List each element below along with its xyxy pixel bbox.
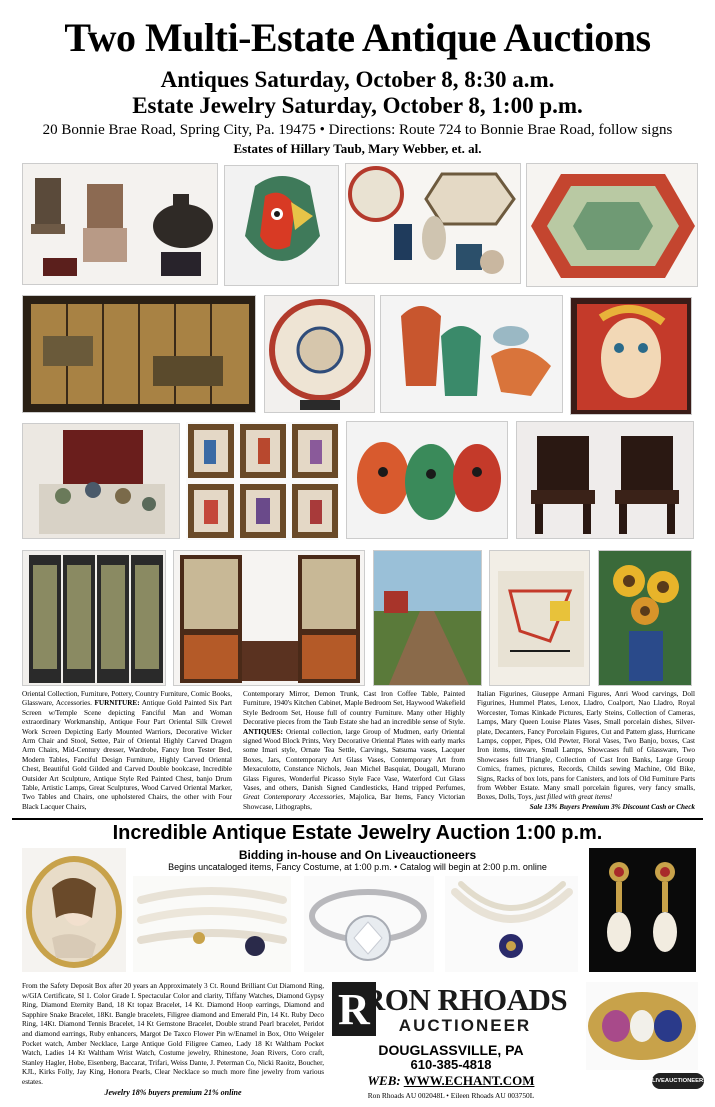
photo-basquiat-style-art xyxy=(489,550,590,686)
col2-b: Oriental collection, large Group of Mudmen, early Oriental signed Wood Block Prints, Very Decorative Oriental Plates with early marks some Imari style, Ornate Tea Settle, Carvings, Satsuma vases, Lacquer Boxes, Jars, Contemporary Art Glass Vases, Contemporary Art from Mexaculotte, Constance Nichols, Jean Michel Basquiat, Dougall, Murano Glass Figures, Wonderful Picasso Style Face Vase, Waterford Cut Glass Vases, and others, Danish Signed Candlesticks, Hand tripped Perfumes, xyxy=(243,727,465,793)
web-link[interactable]: WWW.ECHANT.COM xyxy=(403,1073,535,1088)
photo-face-painting xyxy=(570,297,692,415)
estates-line: Estates of Hillary Taub, Mary Webber, et. al. xyxy=(233,141,482,156)
photo-gemstone-rings xyxy=(586,982,698,1070)
photo-pearl-earrings xyxy=(589,848,696,972)
page-title: Two Multi-Estate Antique Auctions xyxy=(64,15,651,60)
auctioneer-subtitle: AUCTIONEER xyxy=(398,1016,532,1035)
svg-text:R: R xyxy=(338,985,370,1034)
section-divider xyxy=(12,818,703,820)
photo-picasso-face-vase xyxy=(224,165,339,286)
col2-c: Majolica, Bar Items, Fancy Victorian Showcase, Lithographs, xyxy=(243,793,465,811)
photo-railroad-painting xyxy=(373,550,482,686)
photo-diamond-ring xyxy=(304,876,434,972)
auctioneer-licenses: Ron Rhoads AU 002048L • Eileen Rhoads AU 003750L xyxy=(367,1091,535,1100)
photo-art-glass xyxy=(380,295,563,413)
photo-sunflower-painting xyxy=(598,550,692,686)
liveauctioneers-badge: LIVEAUCTIONEERS xyxy=(652,1073,704,1089)
photo-octagonal-platter xyxy=(526,163,698,287)
col2-a: Contemporary Mirror, Demon Trunk, Cast Iron Coffee Table, Painted Furniture, 1940's Kitchen Cabinet, Maple Bedroom Set, Haywood Wakefield Style Bedroom Set, House full of country Furniture. Many other Highly Decorative pieces from the Taub Estate she had an incredible sense of Style. xyxy=(243,690,465,727)
photo-silk-screen xyxy=(22,550,166,686)
photo-imari-plate xyxy=(264,295,375,413)
auctioneer-web xyxy=(332,1073,570,1089)
col1-body: Antique Gold Painted Six Part Screen w/Temple Scene depicting Fanciful Man and Woman extraordinary Workmanship, Antique Four Part Oriental Silk Crewel Work Screen Depicting Early Mounted Warriors, Decorative Wicker Arm Chair and Stool, Settee, Pair of Oriental Highly Carved Dragon Arm Chairs, Mid-Century dresser, Wardrobe, Fancy Iron Tester Bed, Modern Tables, Fanciful Design Furniture, Highly Carved Oriental Chest, Beautiful Gold Gilded and Carved Double bookcase, Incredible Outsider Art Sculpture, Antique Style Red Painted Chest, banjo Drum Table, Artistic Lamps, Great Sculptures, Wood Carved Oriental Marker, Two Tables and Chairs, one upholstered Chairs, the other with Four Black Lacquer Chairs, xyxy=(22,699,232,811)
photo-gold-screen xyxy=(22,295,256,413)
jewelry-date-line: Estate Jewelry Saturday, October 8, 1:00 p.m. xyxy=(132,93,583,118)
antiques-date-line: Antiques Saturday, October 8, 8:30 a.m. xyxy=(160,67,555,92)
col3-italic: just filled with great items! xyxy=(535,793,613,802)
furniture-label: FURNITURE: xyxy=(94,699,140,708)
sale-terms: Sale 13% Buyers Premium 3% Discount Cash or Check xyxy=(529,802,695,811)
photo-cameo xyxy=(22,848,126,972)
jewelry-description xyxy=(22,982,324,1097)
col1-intro: Oriental Collection, Furniture, Pottery, Country Furniture, Comic Books, Glassware, Accessories. xyxy=(22,690,232,708)
antiques-text-col3 xyxy=(477,690,695,812)
auctioneer-name: RON RHOADS xyxy=(362,982,568,1017)
photo-glass-faces xyxy=(346,421,508,539)
col2-italic: Great Contemporary Accessories, xyxy=(243,793,346,802)
jewelry-body: From the Safety Deposit Box after 20 years an Approximately 3 Ct. Round Brilliant Cut Diamond Ring, w/GIA Certificate, SI 1. Color Grade I. Spectacular Color and clarity, Tiffany Watches, Diamond Gypsy Ring, Diamond Eternity Band, 18 Kt topaz Bracelet, 14 Kt. Diamond Hoop earrings, Diamond and Sapphire Snake Bracelet, 18Kt. Bangle bracelets, Filigree diamond and Emerald Pin, 14 Kt. Ruby Deco Ring, 14Kt. Diamond Tennis Bracelet, 14 Kt Gemstone Bracelet, Double strand Pearl bracelet, Peridot and diamond earrings, Ruby enhancers, Margot De Taxco Flower Pin w/Enamel in Box, Otto Weigeler Pocket watch, Amber Necklace, Large Antique Gold Filigree Cameo, Lady 18 Kt Waltham Pocket Watch, Ladies 14 Kt Waltham Wrist Watch, Costume jewelry, Rhinestone, Joan Rivers, Coro craft, Stanley Hagler, Hobe, Eisenberg, Baccarat, Trifari, Weiss Dante, J. Peterman Co, Nicki Raoitz, Boucher, KJL, Kirks Folly, Jay King, Honora Pearls, Clear Necklace so much more fine jewelry from various estates. xyxy=(22,982,324,1086)
jewelry-premium: Jewelry 18% buyers premium 21% online xyxy=(104,1087,242,1097)
photo-mudmen xyxy=(22,423,180,539)
photo-pearl-necklace xyxy=(445,876,578,972)
photo-oriental-porcelain xyxy=(345,163,521,284)
auctioneer-city: DOUGLASSVILLE, PA xyxy=(378,1042,524,1058)
photo-woodblock-prints xyxy=(186,422,339,540)
photo-pearl-bracelets xyxy=(133,876,291,972)
antiques-text-col2 xyxy=(243,690,465,812)
photo-oriental-objects xyxy=(22,163,218,285)
web-label: WEB: xyxy=(367,1073,401,1088)
jewelry-schedule: Begins uncataloged items, Fancy Costume, at 1:00 p.m. • Catalog will begin at 2:00 p.m. online xyxy=(168,862,547,872)
jewelry-subtitle: Bidding in-house and On Liveauctioneers xyxy=(238,848,477,862)
antiques-text-col1 xyxy=(22,690,232,812)
photo-dragon-chairs xyxy=(516,421,694,539)
col3-body: Italian Figurines, Giuseppe Armani Figures, Anri Wood carvings, Doll Figurines, Hummel Plates, Lenox, Lladro, Coalport, Nao Lladro, Royal Worcester, Tomas Kinkade Pictures, Early Steins, Collection of Cameras, Lamps, Mary Queen Louise Plates Vases, Small porcelain dishes, Silver-plate, Decanters, Fancy Porcelain Figures, Cut and Pattern glass, Hurricane Lamps, copper, Pipes, Old Pewter, Floral Vases, Two Banjo, boxes, Cast Iron items, tinware, Small Lamps, Showcases full of Glassware, Two Showcases full Triangle, Collection of Cast Iron Banks, Large Group Comics, frames, pictures, Records, Childs sewing Machine, Old Bike, Signs, Racks of box lots, pans for Canisters, and lots of Old Furniture Parts from Webber Estate. Many small porcelain figures, very fancy smalls, Boxes, Dolls, Toys, xyxy=(477,690,695,802)
address-line: 20 Bonnie Brae Road, Spring City, Pa. 19475 • Directions: Route 724 to Bonnie Brae Road, follow signs xyxy=(42,122,673,138)
auctioneer-phone: 610-385-4818 xyxy=(410,1057,492,1072)
jewelry-title: Incredible Antique Estate Jewelry Auction 1:00 p.m. xyxy=(112,822,603,844)
antiques-label: ANTIQUES: xyxy=(243,727,283,736)
photo-gilded-bookcase xyxy=(173,550,365,686)
